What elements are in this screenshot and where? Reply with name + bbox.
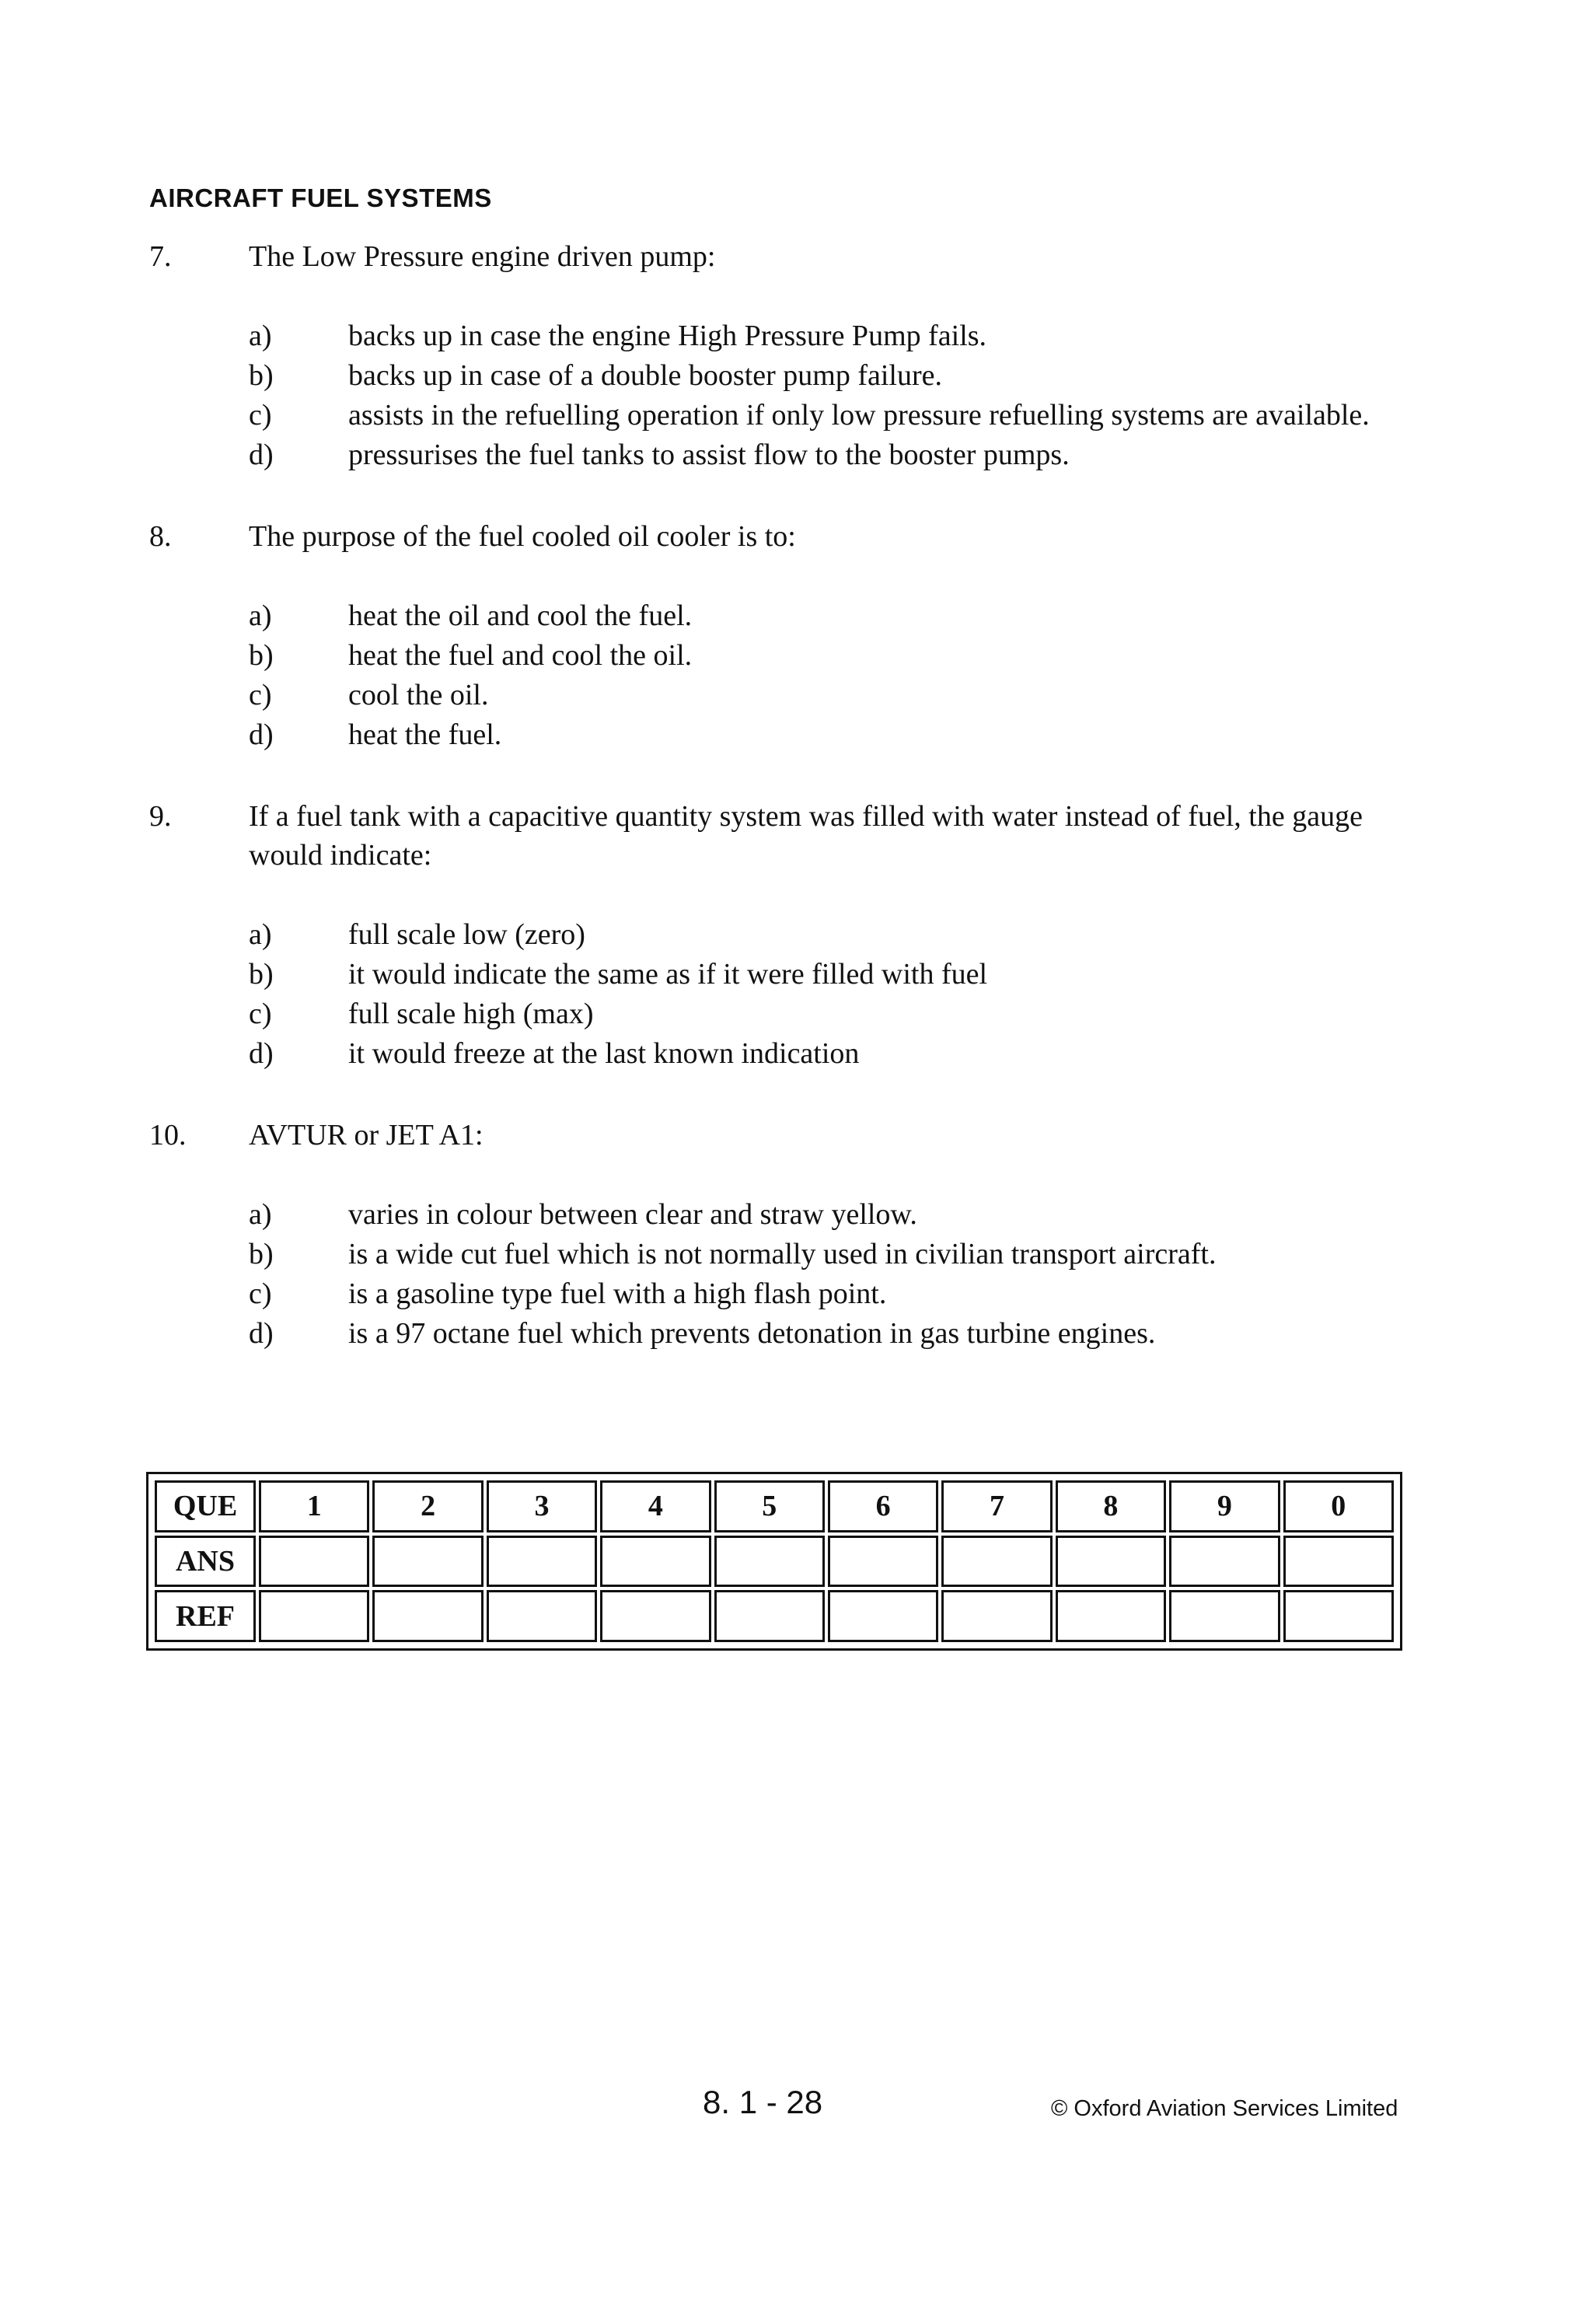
grid-col-header: 1 [259, 1480, 369, 1532]
answer-cell [600, 1536, 710, 1588]
reference-cell [941, 1590, 1052, 1642]
option-d [249, 1314, 1432, 1354]
question-number: 9. [149, 800, 172, 833]
question-7 [149, 237, 1432, 475]
option-letter: c) [249, 399, 272, 432]
reference-cell [259, 1590, 369, 1642]
reference-cell [600, 1590, 710, 1642]
option-d [249, 1034, 1432, 1074]
option-text: is a gasoline type fuel with a high flash point. [348, 1277, 887, 1310]
option-letter: a) [249, 918, 272, 951]
reference-cell [828, 1590, 938, 1642]
reference-cell [1283, 1590, 1394, 1642]
answer-cell [828, 1536, 938, 1588]
option-a [249, 596, 1432, 636]
option-letter: d) [249, 439, 274, 471]
option-letter: a) [249, 599, 272, 632]
option-letter: b) [249, 958, 274, 991]
option-c [249, 994, 1432, 1034]
answer-cell [487, 1536, 597, 1588]
option-text: pressurises the fuel tanks to assist flow to the booster pumps. [348, 439, 1070, 471]
grid-col-header: 2 [372, 1480, 483, 1532]
answer-grid-table [152, 1477, 1397, 1645]
option-letter: a) [249, 320, 272, 352]
option-text: it would indicate the same as if it were filled with fuel [348, 958, 988, 991]
grid-row-label: REF [155, 1590, 256, 1642]
grid-row-label: QUE [155, 1480, 256, 1532]
answer-cell [372, 1536, 483, 1588]
question-text: AVTUR or JET A1: [249, 1119, 484, 1152]
reference-cell [1056, 1590, 1166, 1642]
option-letter: b) [249, 1238, 274, 1270]
reference-cell [487, 1590, 597, 1642]
answer-cell [1169, 1536, 1280, 1588]
option-letter: d) [249, 1037, 274, 1070]
grid-col-header: 8 [1056, 1480, 1166, 1532]
answer-cell [714, 1536, 825, 1588]
question-text: The Low Pressure engine driven pump: [249, 240, 716, 273]
option-text: full scale high (max) [348, 998, 594, 1030]
question-text: If a fuel tank with a capacitive quantity system was filled with water instead of fuel, the gauge would indicate: [249, 800, 1363, 872]
section-heading: AIRCRAFT FUEL SYSTEMS [149, 183, 492, 212]
option-letter: d) [249, 718, 274, 751]
grid-row-ref [155, 1590, 1394, 1642]
option-c [249, 676, 1432, 715]
copyright-notice: © Oxford Aviation Services Limited [1051, 2096, 1398, 2121]
option-letter: b) [249, 639, 274, 672]
grid-col-header: 9 [1169, 1480, 1280, 1532]
option-letter: c) [249, 998, 272, 1030]
grid-col-header: 4 [600, 1480, 710, 1532]
question-8 [149, 517, 1432, 755]
option-c [249, 396, 1432, 435]
option-letter: c) [249, 679, 272, 711]
option-b [249, 356, 1432, 396]
option-text: cool the oil. [348, 679, 489, 711]
option-text: assists in the refuelling operation if only low pressure refuelling systems are available. [348, 399, 1370, 432]
question-list [149, 237, 1432, 1396]
answer-cell [1283, 1536, 1394, 1588]
option-letter: b) [249, 359, 274, 392]
option-b [249, 636, 1432, 676]
option-text: it would freeze at the last known indication [348, 1037, 860, 1070]
option-letter: d) [249, 1317, 274, 1350]
option-a [249, 316, 1432, 356]
reference-cell [372, 1590, 483, 1642]
option-a [249, 915, 1432, 955]
option-text: heat the fuel and cool the oil. [348, 639, 693, 672]
answer-grid [146, 1472, 1402, 1651]
reference-cell [1169, 1590, 1280, 1642]
grid-row-label: ANS [155, 1536, 256, 1588]
grid-col-header: 7 [941, 1480, 1052, 1532]
option-text: heat the fuel. [348, 718, 502, 751]
option-text: varies in colour between clear and straw yellow. [348, 1198, 917, 1231]
answer-cell [1056, 1536, 1166, 1588]
question-number: 7. [149, 240, 172, 273]
option-text: heat the oil and cool the fuel. [348, 599, 693, 632]
question-number: 10. [149, 1119, 187, 1152]
question-10 [149, 1116, 1432, 1354]
question-9 [149, 797, 1432, 1074]
question-text: The purpose of the fuel cooled oil cooler is to: [249, 520, 796, 553]
option-letter: a) [249, 1198, 272, 1231]
option-c [249, 1274, 1432, 1314]
grid-col-header: 5 [714, 1480, 825, 1532]
option-text: is a wide cut fuel which is not normally used in civilian transport aircraft. [348, 1238, 1217, 1270]
option-text: is a 97 octane fuel which prevents detonation in gas turbine engines. [348, 1317, 1156, 1350]
grid-row-que [155, 1480, 1394, 1532]
option-b [249, 1235, 1432, 1274]
grid-col-header: 3 [487, 1480, 597, 1532]
grid-col-header: 6 [828, 1480, 938, 1532]
option-a [249, 1195, 1432, 1235]
option-d [249, 435, 1432, 475]
option-b [249, 955, 1432, 994]
option-text: backs up in case the engine High Pressure Pump fails. [348, 320, 987, 352]
grid-row-ans [155, 1536, 1394, 1588]
option-d [249, 715, 1432, 755]
question-number: 8. [149, 520, 172, 553]
answer-cell [259, 1536, 369, 1588]
reference-cell [714, 1590, 825, 1642]
option-text: backs up in case of a double booster pump failure. [348, 359, 942, 392]
page-number: 8. 1 - 28 [703, 2084, 823, 2120]
option-text: full scale low (zero) [348, 918, 585, 951]
grid-col-header: 0 [1283, 1480, 1394, 1532]
option-letter: c) [249, 1277, 272, 1310]
answer-cell [941, 1536, 1052, 1588]
